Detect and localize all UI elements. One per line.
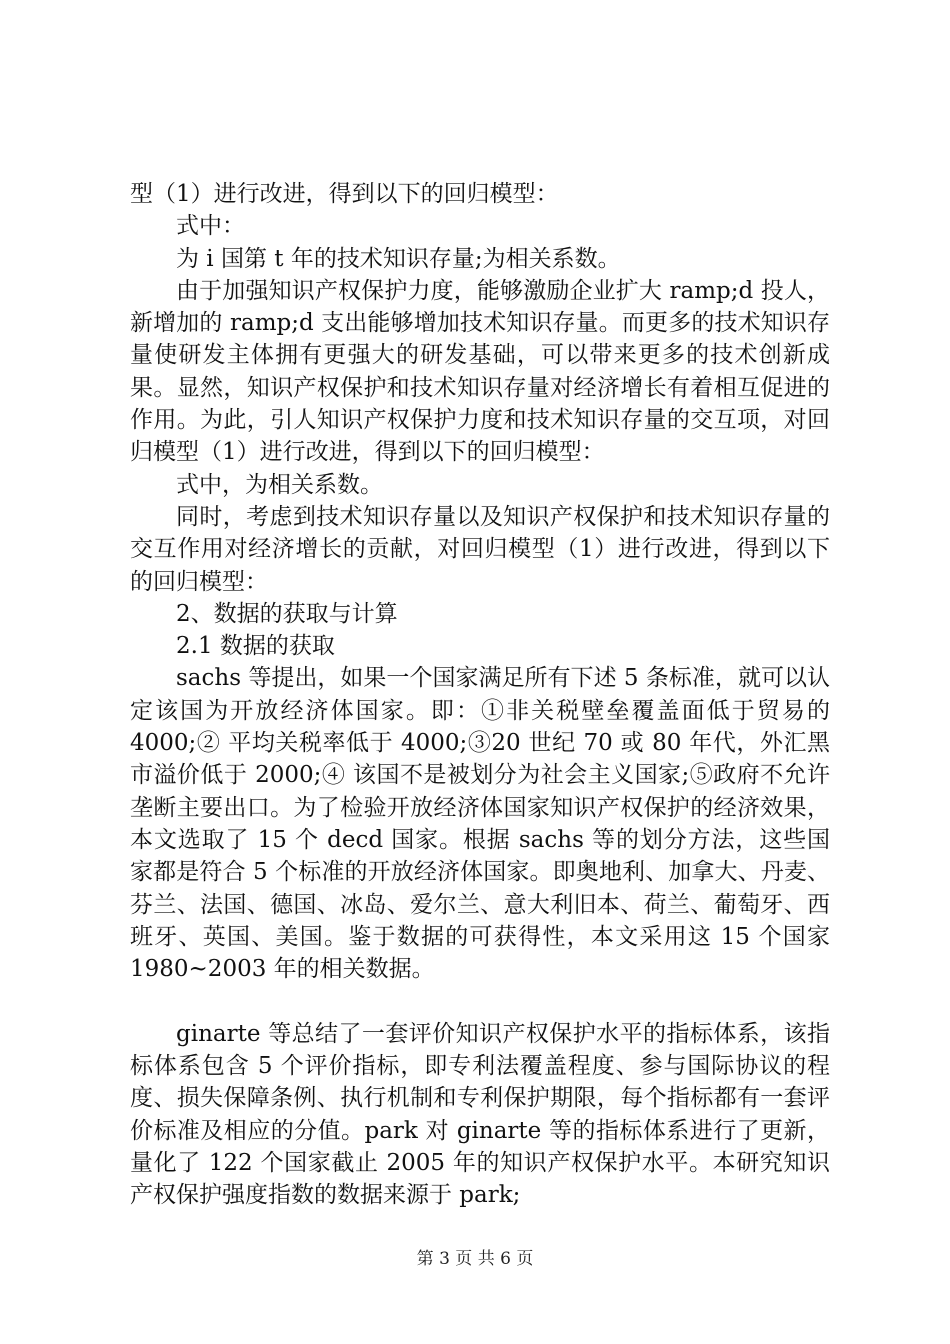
subsection-heading: 2.1 数据的获取 xyxy=(176,633,335,660)
paragraph-formula-note: 式中： xyxy=(176,213,245,240)
paragraph-variable-definition: 为 i 国第 t 年的技术知识存量;为相关系数。 xyxy=(176,245,621,272)
page-number-footer: 第 3 页 共 6 页 xyxy=(416,1249,534,1269)
paragraph-interaction-model: 同时，考虑到技术知识存量以及知识产权保护和技术知识存量的交互作用对经济增长的贡献，对回归模型（1）进行改进，得到以下的回归模型： xyxy=(130,503,830,595)
paragraph-knowledge-stock: 由于加强知识产权保护力度，能够激励企业扩大 ramp;d 投人，新增加的 ramp;d 支出能够增加技术知识存量。而更多的技术知识存量使研发主体拥有更强大的研发基础，可以带来更多的技术创新成果。显然，知识产权保护和技术知识存量对经济增长有着相互促进的作用。为此，引人知识产权保护力度和技术知识存量的交互项，对回归模型（1）进行改进，得到以下的回归模型： xyxy=(130,277,830,466)
document-body xyxy=(130,178,830,1212)
paragraph-continuation: 型（1）进行改进，得到以下的回归模型： xyxy=(130,181,559,207)
paragraph-spacer xyxy=(130,985,830,1017)
section-heading: 2、数据的获取与计算 xyxy=(176,600,398,627)
paragraph-coefficient-note: 式中，为相关系数。 xyxy=(176,471,383,498)
paragraph-ginarte-index: ginarte 等总结了一套评价知识产权保护水平的指标体系，该指标体系包含 5 个评价指标，即专利法覆盖程度、参与国际协议的程度、损失保障条例、执行机制和专利保护期限，每个指标都有一套评价标准及相应的分值。park 对 ginarte 等的指标体系进行了更新，量化了 122 个国家截止 2005 年的知识产权保护水平。本研究知识产权保护强度指数的数据来源于 park; xyxy=(130,1020,830,1209)
paragraph-sachs-criteria: sachs 等提出，如果一个国家满足所有下述 5 条标准，就可以认定该国为开放经济体国家。即：①非关税壁垒覆盖面低于贸易的 4000;② 平均关税率低于 4000;③20 世纪 70 或 80 年代，外汇黑市溢价低于 2000;④ 该国不是被划分为社会主义国家;⑤政府不允许垄断主要出口。为了检验开放经济体国家知识产权保护的经济效果，本文选取了 15 个 decd 国家。根据 sachs 等的划分方法，这些国家都是符合 5 个标准的开放经济体国家。即奥地利、加拿大、丹麦、芬兰、法国、德国、冰岛、爱尔兰、意大利旧本、荷兰、葡萄牙、西班牙、英国、美国。鉴于数据的可获得性，本文采用这 15 个国家 1980~2003 年的相关数据。 xyxy=(130,665,830,983)
